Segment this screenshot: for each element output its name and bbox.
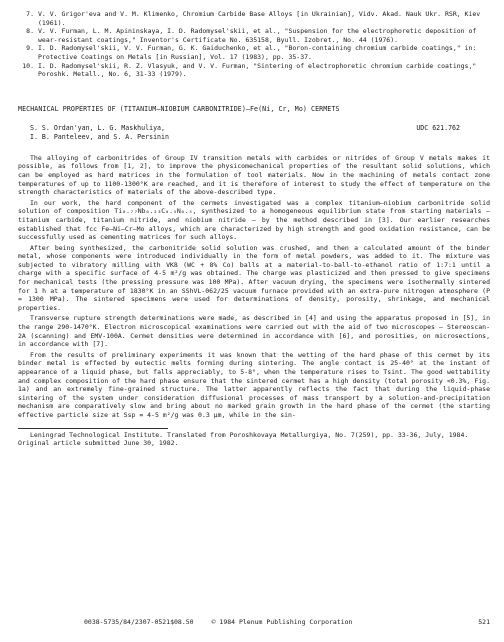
reference-number: 9.	[26, 44, 34, 53]
page-footer	[18, 618, 490, 627]
body-paragraph: Transverse rupture strength determinations were made, as described in [4] and using the apparatus proposed in [5], in the range 290-1470°K. Electron microscopical examinations were carried out with the aid of two microscopes — Stereoscan-2A (scanning) and EMV-100A. Cermet densities were determined in accordance with [6], and porosities, on microsections, in accordance with [7].	[18, 314, 490, 349]
article-title: MECHANICAL PROPERTIES OF (TITANIUM—NIOBIUM CARBONITRIDE)—Fe(Ni, Cr, Mo) CERMETS	[18, 104, 340, 113]
authors	[18, 124, 169, 142]
body-paragraph: After being synthesized, the carbonitride solid solution was crushed, and then a calculated amount of the binder metal, whose components were introduced individually in the form of metal powders, was added to it. The mixture was subjected to vibratory milling with VK8 (WC + 8% Co) balls at a material-to-ball-to-ethanol ratio of 1:7:1 until a charge with a specific surface of 4-5 m²/g was obtained. The charge was plasticized and then pressed to give specimens for mechanical tests (the pressing pressure was 100 MPa). After vacuum drying, the specimens were isothermally sintered for 1 h at a temperature of 1830°K in an SShVL-062/25 vacuum furnace provided with an extra-pure nitrogen atmosphere (P = 1300 MPa). The sintered specimens were used for determinations of density, porosity, shrinkage, and mechanical properties.	[18, 243, 490, 312]
reference-number: 8.	[26, 27, 34, 36]
author-block	[18, 124, 490, 142]
page	[18, 10, 490, 448]
reference-number: 10.	[22, 61, 34, 70]
reference-text: I. D. Radomysel'skii, R. Z. Vlasyuk, and V. V. Furman, "Sintering of electrophoretic chromium carbide coatings," Poroshk. Metall., No. 6, 31-33 (1979).	[38, 61, 477, 79]
reference-list	[18, 10, 490, 79]
reference-item	[18, 44, 490, 61]
reference-item	[18, 27, 490, 44]
reference-item	[18, 62, 490, 79]
body-paragraph: In our work, the hard component of the cermets investigated was a complex titanium—niobium carbonitride solid solution of composition Ti₀.₇₇Nb₀.₂₃C₀.₅N₀.₅, synthesized to a homogeneous equilibrium state from starting materials — titanium carbide, titanium nitride, and niobium nitride — by the method described in [3]. Our earlier researches established that fcc Fe—Ni—Cr—Mo alloys, which are characterized by high strength and good oxidation resistance, can be successfully used as cementing matrices for such alloys.	[18, 198, 490, 242]
footnote-divider	[18, 428, 168, 429]
reference-number: 7.	[26, 10, 34, 18]
body-paragraph: The alloying of carbonitrides of Group IV transition metals with carbides or nitrides of Group V metals makes it possible, as follows from [1, 2], to improve the physicomechanical properties of the resultant solid solutions, which can be employed as hard matrices in the formulation of tool materials. Now in the machining of metals contact zone temperatures of up to 1100-1300°K are reached, and it is therefore of interest to study the effect of temperature on the strength characteristics of materials of the above-described type.	[18, 153, 490, 197]
page-number: 521	[478, 618, 490, 626]
reference-text: V. V. Furman, L. M. Apininskaya, I. D. Radomysel'skii, et al., "Suspension for the electrophoretic deposition of wear-resistant coatings," Inventor's Certificate No. 635158, Byull. Izobret., No. 44 (1976).	[38, 27, 477, 44]
authors-line: I. B. Panteleev, and S. A. Persinin	[30, 132, 169, 141]
footnote: Leningrad Technological Institute. Translated from Poroshkovaya Metallurgiya, No. 7(259), pp. 33-36, July, 1984. Original article submitted June 30, 1982.	[18, 430, 469, 448]
reference-item	[18, 10, 490, 27]
udc-code: UDC 621.762	[416, 123, 460, 132]
issn-code: 0038-5735/84/2307-0521$08.50	[84, 618, 194, 626]
article-body	[18, 154, 490, 420]
copyright-notice: © 1984 Plenum Publishing Corporation	[211, 618, 353, 626]
reference-text: V. V. Grigor'eva and V. M. Klimenko, Chromium Carbide Base Alloys [in Ukrainian], Vidv. Akad. Nauk Ukr. RSR, Kiev (1961).	[38, 10, 481, 27]
body-paragraph: From the results of preliminary experiments it was known that the wetting of the hard phase of this cermet by its binder metal is effected by eutectic melts forming during sintering. The angle contact is 25-40° at the instant of appearance of a liquid phase, but falls appreciably, to 5-8°, when the temperature rises to Tsint. The good wettability and complex composition of the hard phase ensure that the sintered cermet has a high density (total porosity <0.3%, Fig. 1a) and an extremely fine-grained structure. The latter apparently reflects the fact that during the liquid-phase sintering of the system under consideration diffusional processes of mass transport by a solution-and-precipitation mechanism are comparatively slow and bring about no marked grain growth in the hard phase of the cermet (the starting effective particle size at Ssp = 4-5 m²/g was 0.3 μm, while in the sin-	[18, 350, 490, 419]
authors-line: S. S. Ordan'yan, L. G. Maskhuliya,	[30, 123, 165, 132]
reference-text: I. D. Radomysel'skii, V. V. Furman, G. K. Gaiduchenko, et al., "Boron-containing chromium carbide coatings," in: Protective Coatings on Metals [in Russian], Vol. 17 (1983), pp. 35-37.	[38, 44, 477, 61]
